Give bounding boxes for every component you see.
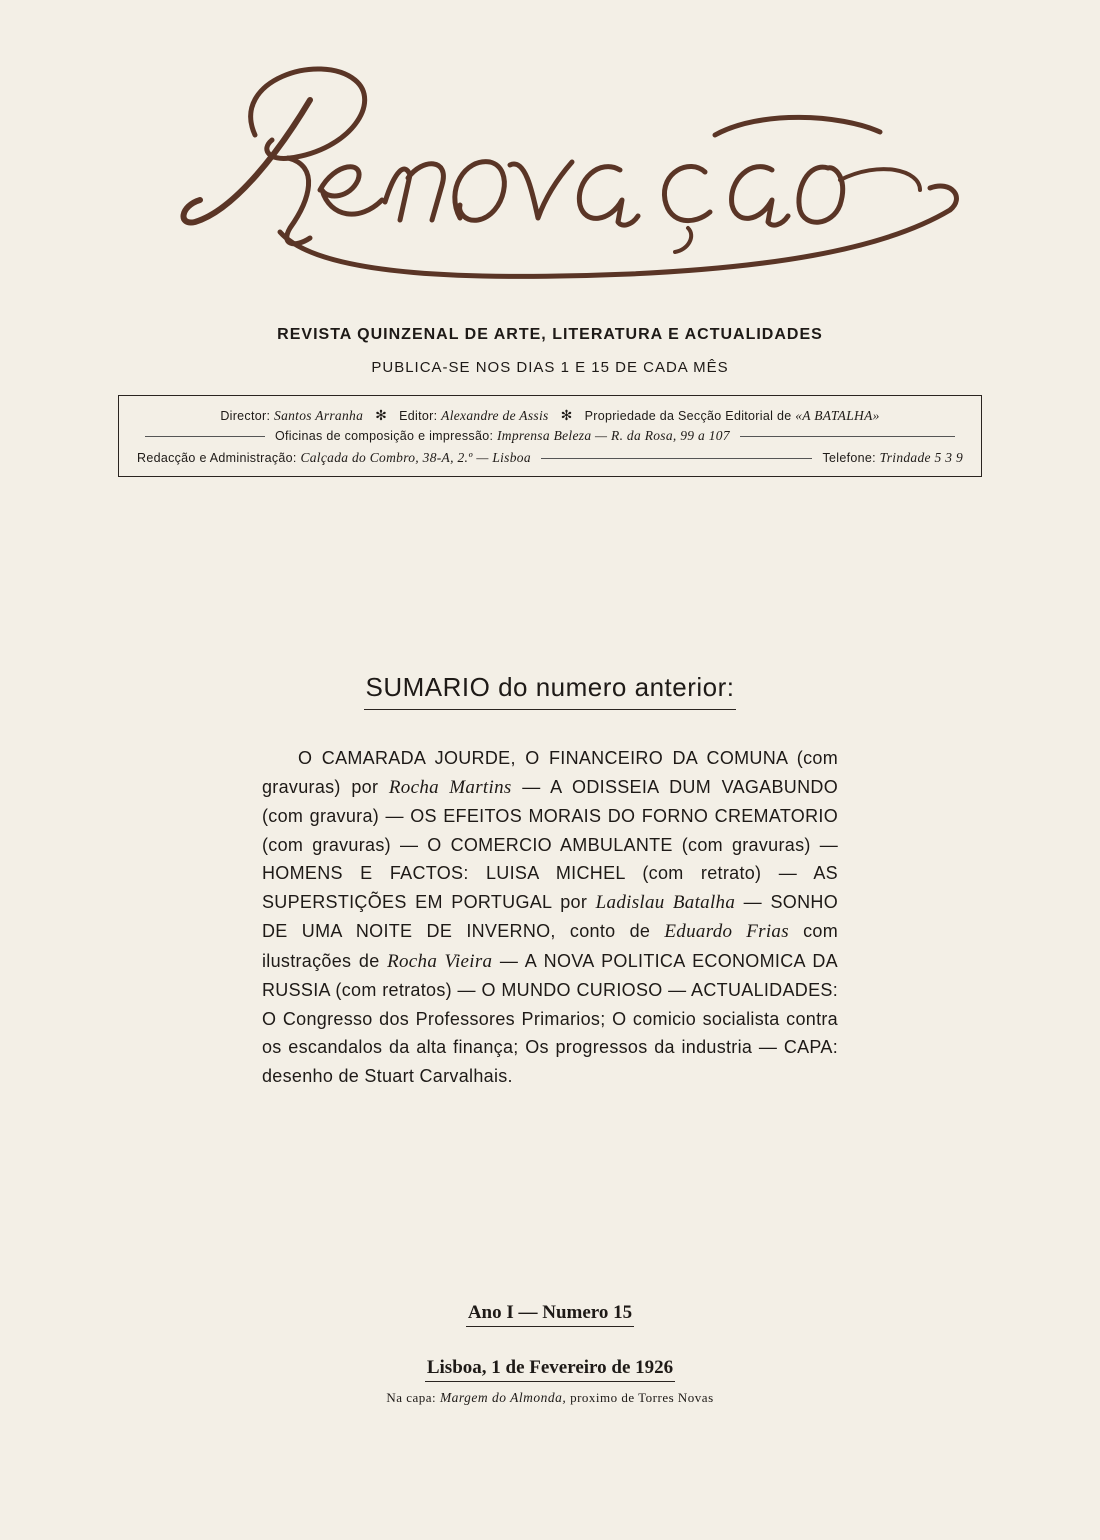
masthead-logo (160, 40, 960, 290)
author-name: Rocha Vieira (387, 950, 493, 972)
admin-label: Redacção e Administração: (137, 451, 297, 465)
property-name: «A BATALHA» (795, 407, 880, 423)
staff-info-box (118, 395, 982, 477)
director-name: Santos Arranha (274, 407, 364, 423)
cover-label: Na capa: (386, 1390, 437, 1405)
summary-part: — A NOVA POLITICA ECONOMICA DA RUSSIA (com retratos) — O MUNDO CURIOSO — ACTUALIDADES: O Congresso dos Professores Primarios; O comicio socialista contra os escandalos da alta finança; Os progressos da industria — CAPA: desenho de Stuart Carvalhais. (262, 950, 838, 1086)
summary-title (0, 672, 1100, 710)
author-name: Rocha Martins (388, 776, 512, 798)
divider-line (145, 436, 265, 437)
summary-part: O CAMARADA JOURDE, O FINANCEIRO DA COMUNA (com gravuras) por (262, 748, 838, 797)
editor-label: Editor: (399, 408, 438, 423)
workshop-name: Imprensa Beleza — R. da Rosa, 99 a 107 (497, 428, 730, 443)
workshop-row (119, 428, 981, 444)
summary-part: — SONHO DE UMA NOITE DE INVERNO, conto de (262, 891, 838, 941)
property-label: Propriedade da Secção Editorial de (584, 408, 792, 423)
address-row (119, 450, 981, 466)
star-separator-icon: ✻ (560, 407, 573, 423)
cover-rest: proximo de Torres Novas (570, 1390, 714, 1405)
issue-number-text: Ano I — Numero 15 (466, 1302, 634, 1327)
dateline (0, 1357, 1100, 1382)
director-label: Director: (220, 408, 271, 423)
workshop-label: Oficinas de composição e impressão: (275, 429, 494, 443)
author-name: Ladislau Batalha (595, 891, 736, 913)
summary-part: — A ODISSEIA DUM VAGABUNDO (com gravura) — OS EFEITOS MORAIS DO FORNO CREMATORIO (com gravuras) — O COMERCIO AMBULANTE (com gravuras) — HOMENS E FACTOS: LUISA MICHEL (com retrato) — AS SUPERSTIÇÕES EM PORTUGAL por (262, 776, 838, 912)
cover-note (0, 1390, 1100, 1406)
divider-line (541, 458, 813, 459)
admin-address: Calçada do Combro, 38-A, 2.º — Lisboa (300, 450, 531, 465)
issue-number (0, 1302, 1100, 1327)
cover-place: Margem do Almonda, (439, 1390, 567, 1405)
phone-label: Telefone: (822, 451, 876, 465)
summary-title-text: SUMARIO do numero anterior: (364, 672, 737, 710)
publication-schedule: PUBLICA-SE NOS DIAS 1 E 15 DE CADA MÊS (371, 359, 729, 376)
star-separator-icon: ✻ (375, 407, 388, 423)
magazine-subtitle: REVISTA QUINZENAL DE ARTE, LITERATURA E ACTUALIDADES (277, 326, 823, 343)
summary-text (262, 744, 838, 1090)
staff-row (119, 407, 981, 424)
masthead-logo-svg (160, 40, 960, 290)
phone-number: Trindade 5 3 9 (879, 450, 963, 465)
editor-name: Alexandre de Assis (441, 407, 549, 423)
author-name: Eduardo Frias (664, 921, 789, 942)
dateline-text: Lisboa, 1 de Fevereiro de 1926 (425, 1357, 675, 1382)
summary-part: com ilustrações de (262, 921, 838, 971)
divider-line (740, 436, 955, 437)
